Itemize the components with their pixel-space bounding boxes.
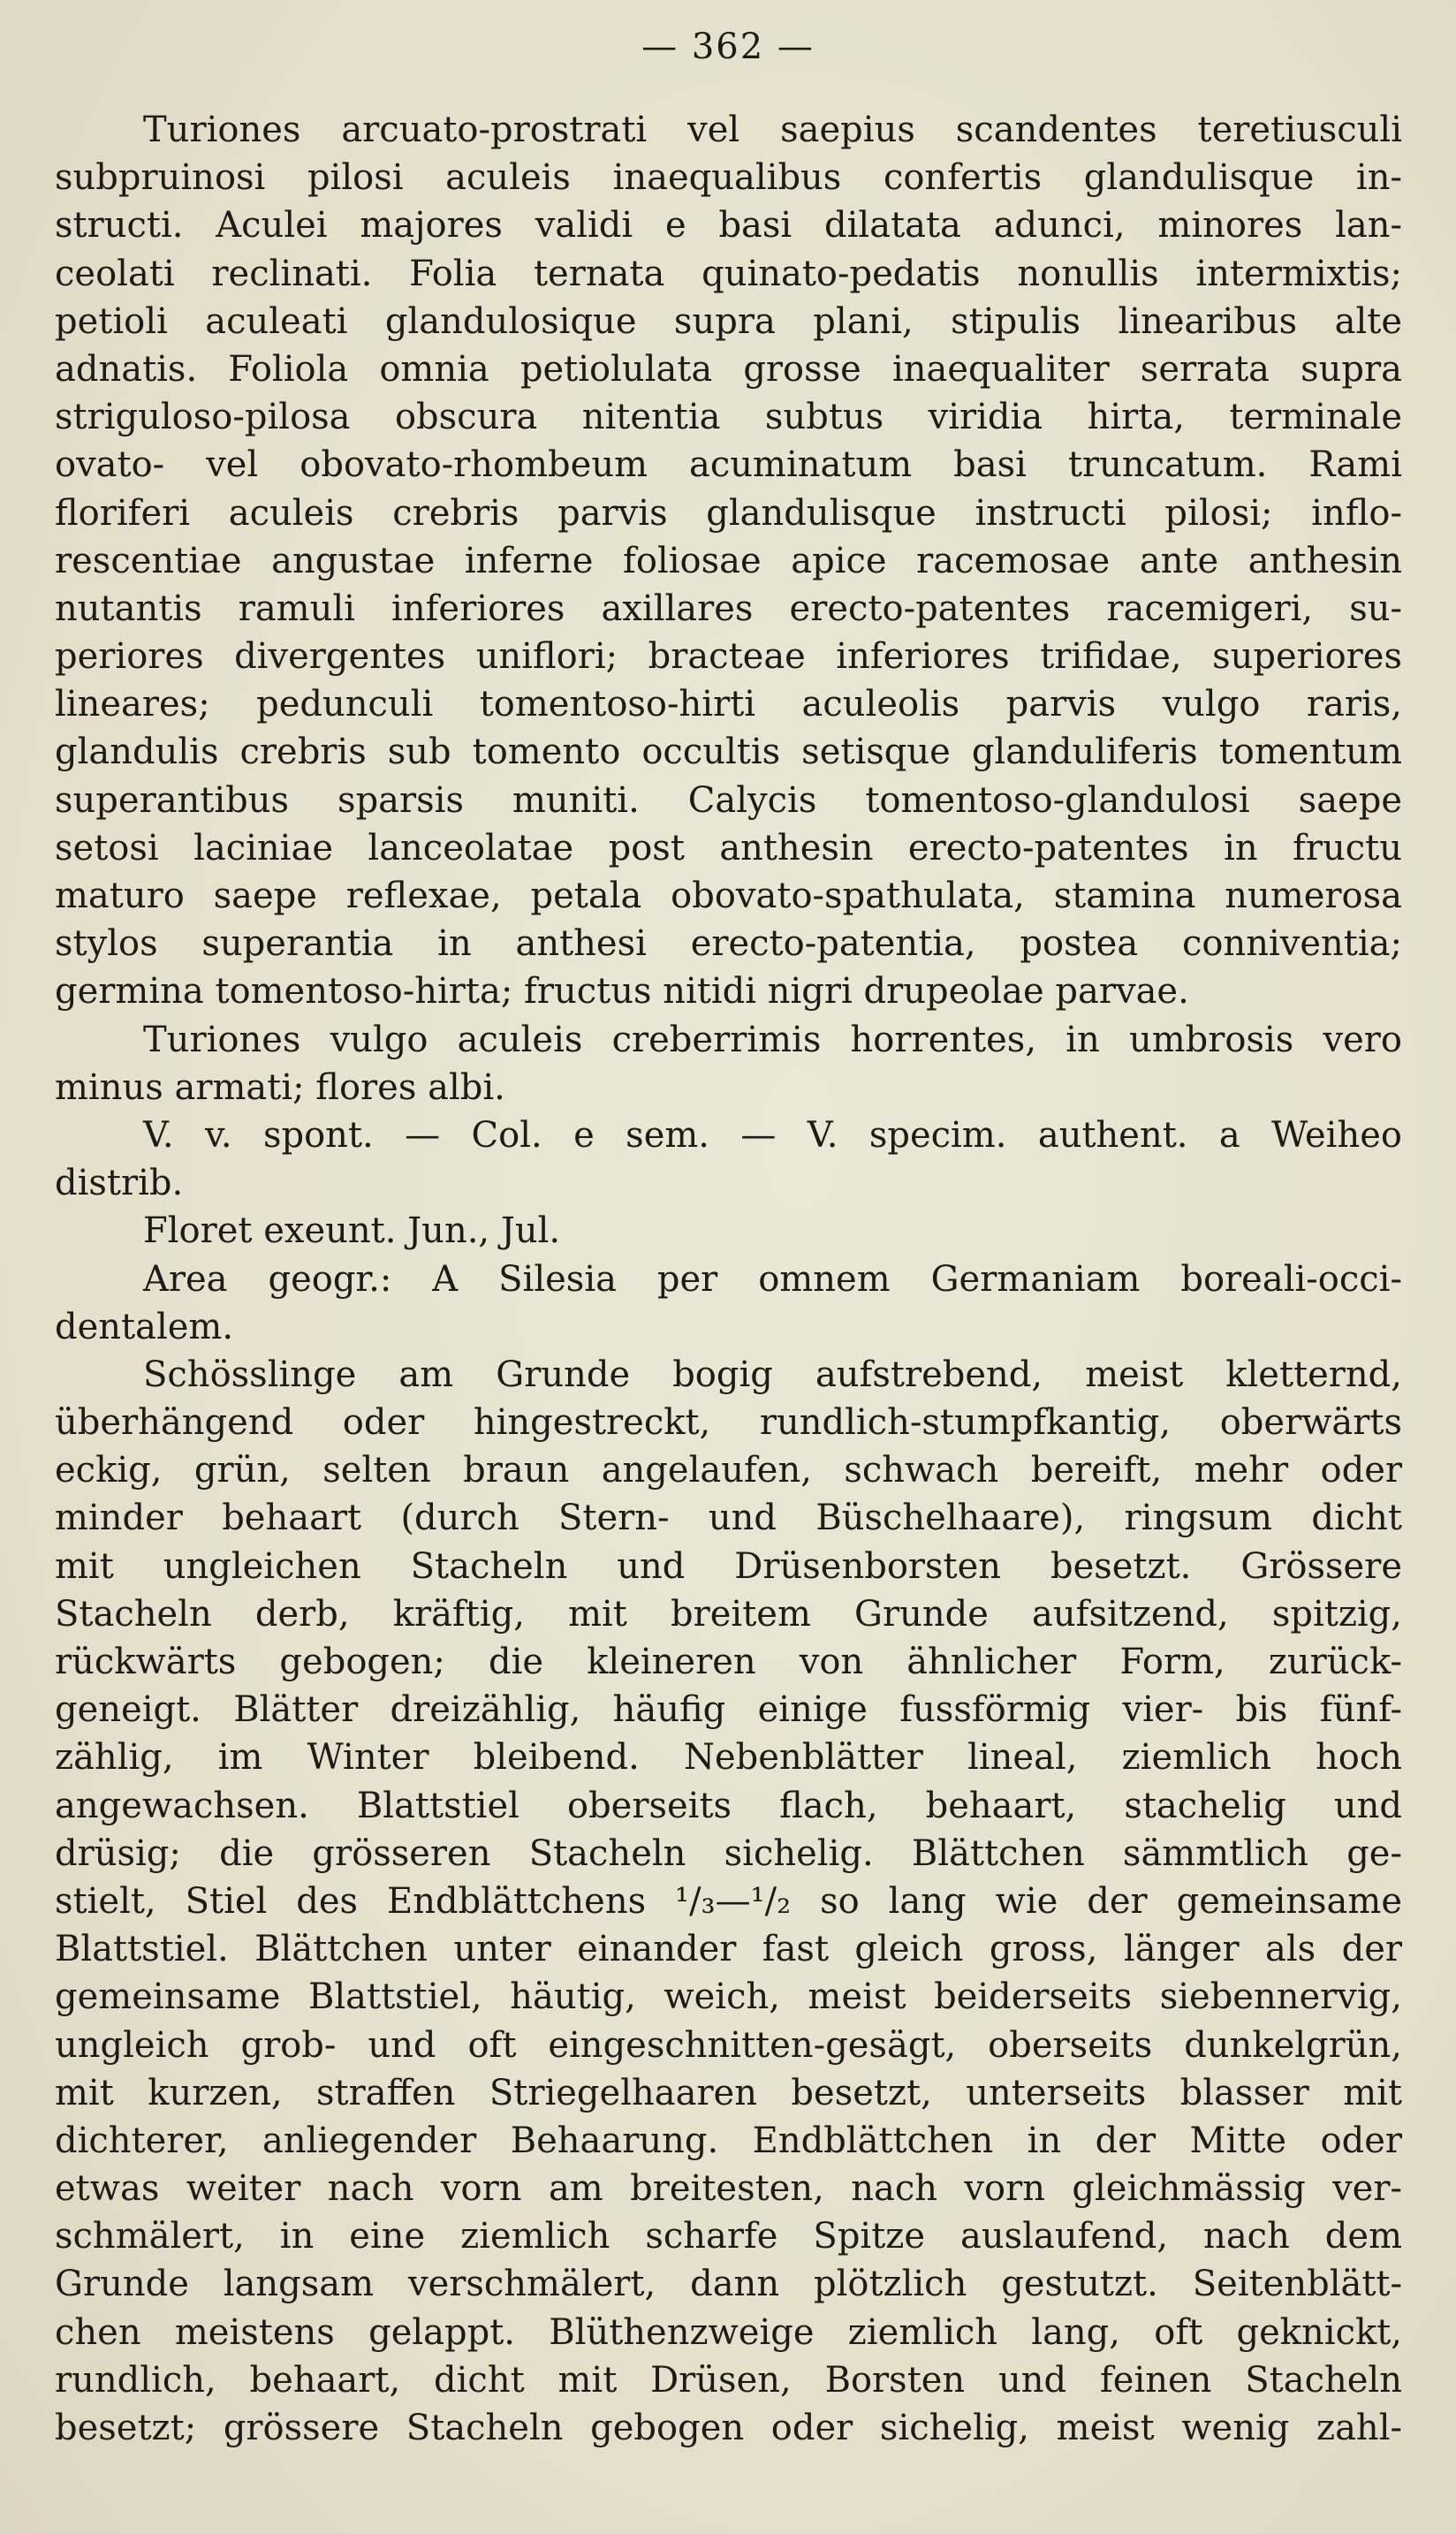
text-line: angewachsen. Blattstiel oberseits flach, behaart, stachelig und xyxy=(55,1785,1402,1826)
text-line: structi. Aculei majores validi e basi dilatata adunci, minores lan- xyxy=(55,205,1402,247)
text-line: mit kurzen, straffen Striegelhaaren besetzt, unterseits blasser mit xyxy=(55,2072,1402,2113)
text-line: Area geogr.: A Silesia per omnem Germaniam boreali-occi- xyxy=(143,1258,1402,1300)
text-line: glandulis crebris sub tomento occultis setisque glanduliferis tomentum xyxy=(55,732,1402,773)
text-line: besetzt; grössere Stacheln gebogen oder sichelig, meist wenig zahl- xyxy=(55,2408,1402,2448)
text-line: mit ungleichen Stacheln und Drüsenborsten besetzt. Grössere xyxy=(55,1545,1402,1587)
text-line: subpruinosi pilosi aculeis inaequalibus confertis glandulisque in- xyxy=(55,157,1402,199)
text-line: schmälert, in eine ziemlich scharfe Spitze auslaufend, nach dem xyxy=(55,2216,1402,2257)
text-line: lineares; pedunculi tomentoso-hirti aculeolis parvis vulgo raris, xyxy=(55,684,1402,725)
text-line: dentalem. xyxy=(55,1306,234,1347)
text-line: überhängend oder hingestreckt, rundlich-stumpfkantig, oberwärts xyxy=(55,1402,1402,1444)
text-line: distrib. xyxy=(55,1163,184,1204)
text-line: periores divergentes uniflori; bracteae inferiores trifidae, superiores xyxy=(55,636,1402,678)
text-line: stylos superantia in anthesi erecto-patentia, postea conniventia; xyxy=(55,923,1402,965)
text-line: Turiones vulgo aculeis creberrimis horrentes, in umbrosis vero xyxy=(143,1019,1402,1060)
text-line: petioli aculeati glandulosique supra plani, stipulis linearibus alte xyxy=(55,300,1402,342)
text-line: drüsig; die grösseren Stacheln sichelig. Blättchen sämmtlich ge- xyxy=(55,1832,1402,1874)
text-line: Floret exeunt. Jun., Jul. xyxy=(143,1210,561,1252)
text-line: ovato- vel obovato-rhombeum acuminatum basi truncatum. Rami xyxy=(55,444,1402,486)
text-line: striguloso-pilosa obscura nitentia subtus viridia hirta, terminale xyxy=(55,397,1402,438)
page-number: — 362 — xyxy=(641,27,815,67)
text-line: ceolati reclinati. Folia ternata quinato-pedatis nonullis intermixtis; xyxy=(55,253,1402,294)
text-line: rückwärts gebogen; die kleineren von ähnlicher Form, zurück- xyxy=(55,1642,1402,1682)
text-line: gemeinsame Blattstiel, häutig, weich, meist beiderseits siebennervig, xyxy=(55,1976,1402,2018)
text-line: adnatis. Foliola omnia petiolulata grosse inaequaliter serrata supra xyxy=(55,348,1402,390)
text-line: dichterer, anliegender Behaarung. Endblättchen in der Mitte oder xyxy=(55,2120,1402,2161)
text-line: rescentiae angustae inferne foliosae apice racemosae ante anthesin xyxy=(55,540,1402,581)
text-line: stielt, Stiel des Endblättchens ¹/₃—¹/₂ so lang wie der gemeinsame xyxy=(55,1880,1402,1922)
text-line: setosi laciniae lanceolatae post anthesin erecto-patentes in fructu xyxy=(55,827,1402,869)
text-line: rundlich, behaart, dicht mit Drüsen, Borsten und feinen Stacheln xyxy=(55,2359,1402,2401)
text-line: superantibus sparsis muniti. Calycis tomentoso-glandulosi saepe xyxy=(55,779,1402,821)
text-line: floriferi aculeis crebris parvis glandulisque instructi pilosi; inflo- xyxy=(55,492,1402,534)
body-text xyxy=(55,106,1402,2452)
text-line: Turiones arcuato-prostrati vel saepius scandentes teretiusculi xyxy=(143,110,1402,150)
text-line: geneigt. Blätter dreizählig, häufig einige fussförmig vier- bis fünf- xyxy=(55,1689,1402,1731)
text-line: chen meistens gelappt. Blüthenzweige ziemlich lang, oft geknickt, xyxy=(55,2311,1402,2353)
text-line: maturo saepe reflexae, petala obovato-spathulata, stamina numerosa xyxy=(55,876,1402,916)
text-line: Blattstiel. Blättchen unter einander fast gleich gross, länger als der xyxy=(55,1929,1402,1970)
text-line: eckig, grün, selten braun angelaufen, schwach bereift, mehr oder xyxy=(55,1450,1402,1491)
text-line: Schösslinge am Grunde bogig aufstrebend, meist kletternd, xyxy=(143,1354,1402,1395)
text-line: nutantis ramuli inferiores axillares erecto-patentes racemigeri, su- xyxy=(55,588,1402,629)
text-line: etwas weiter nach vorn am breitesten, nach vorn gleichmässig ver- xyxy=(55,2168,1402,2210)
text-line: zählig, im Winter bleibend. Nebenblätter lineal, ziemlich hoch xyxy=(55,1737,1402,1779)
text-line: minder behaart (durch Stern- und Büschelhaare), ringsum dicht xyxy=(55,1498,1402,1539)
text-line: ungleich grob- und oft eingeschnitten-gesägt, oberseits dunkelgrün, xyxy=(55,2024,1402,2066)
text-line: V. v. spont. — Col. e sem. — V. specim. authent. a Weiheo xyxy=(143,1114,1402,1156)
text-line: germina tomentoso-hirta; fructus nitidi nigri drupeolae parvae. xyxy=(55,971,1189,1013)
text-line: Stacheln derb, kräftig, mit breitem Grunde aufsitzend, spitzig, xyxy=(55,1593,1402,1635)
text-line: minus armati; flores albi. xyxy=(55,1066,505,1108)
text-line: Grunde langsam verschmälert, dann plötzlich gestutzt. Seitenblätt- xyxy=(55,2264,1402,2305)
